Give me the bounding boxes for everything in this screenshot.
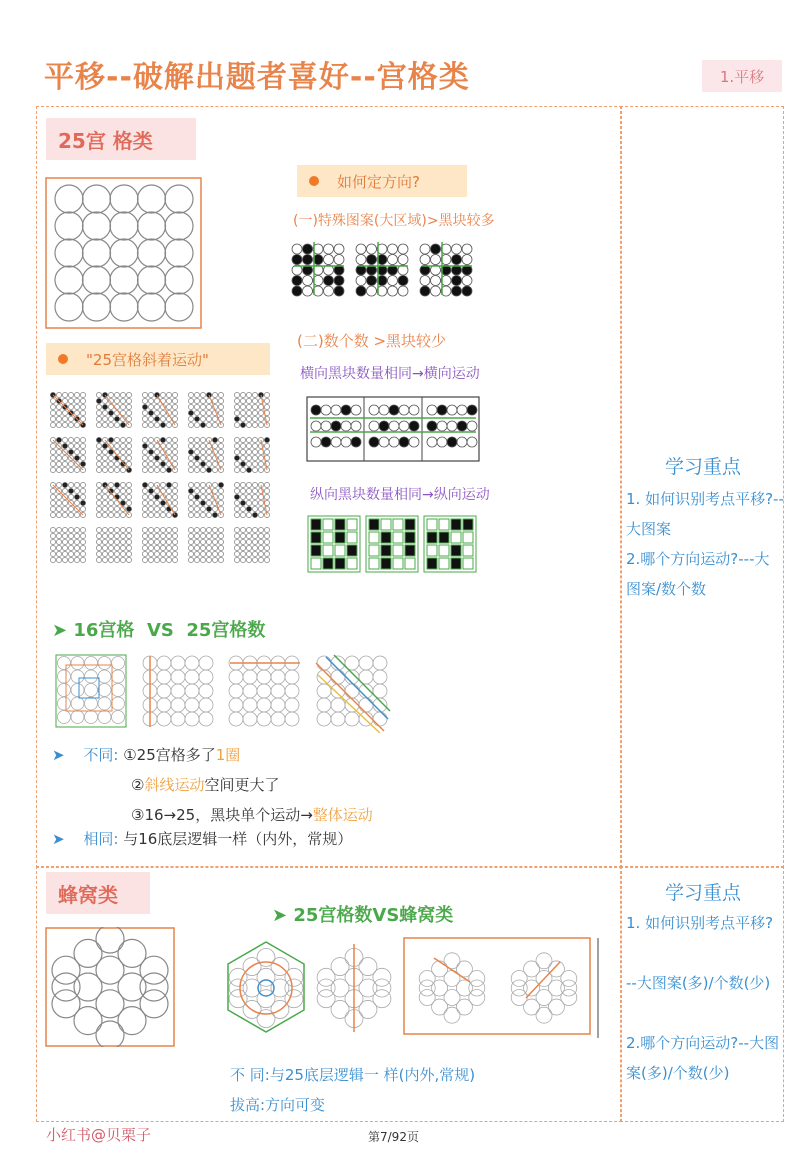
hive-comparison [226,936,602,1038]
bullet-icon [309,176,319,186]
case2-text: (二)数个数 >黑块较少 [297,332,447,350]
diff1-highlight: 1圈 [215,746,241,764]
side2-p3: 2.哪个方向运动?--大图案(多)/个数(少) [626,1034,780,1082]
side-heading-2: 学习重点 [664,882,741,904]
side1-p2: 2.哪个方向运动?---大图案/数个数 [626,550,770,598]
same-label: 相同: [83,830,119,848]
hive-raise: 拔高:方向可变 [230,1096,326,1114]
horizontal-rule-text: 横向黑块数量相同→横向运动 [300,366,480,382]
arrow-icon-2: ➤ [52,746,65,764]
diff-label: 不同: [83,746,119,764]
diff2-text: 空间更大了 [204,776,280,794]
direction-note [297,165,467,197]
direction-note-text: 如何定方向? [337,172,420,191]
comparison-grids [54,653,394,733]
hive-figure [45,927,175,1047]
diagonal-note-text: "25宫格斜着运动" [86,350,209,369]
arrow-icon-4: ➤ [272,905,294,926]
case1-label: (一)特殊图案(大区域)>黑块较多 [293,213,495,229]
diff3-text: ③16→25，黑块单个运动→ [131,806,313,824]
vertical-rule-text: 纵向黑块数量相同→纵向运动 [310,487,490,503]
grid25-figure [45,177,202,329]
page-number: 第7/92页 [368,1130,419,1144]
compare-title-hive [272,901,453,927]
diff2-num: ② [131,776,145,794]
side2-p1: 1. 如何识别考点平移? [626,914,774,932]
diagonal-note [46,343,270,375]
side-heading-1: 学习重点 [664,456,741,478]
compare-title-text: 16宫格 VS 25宫格数 [73,620,266,641]
section-heading-25: 25宫 格类 [46,118,196,160]
page-title: 平移--破解出题者喜好--宫格类 [44,60,470,95]
side2-p2: --大图案(多)/个数(少) [626,974,771,992]
compare-hive-text: 25宫格数VS蜂窝类 [293,905,454,926]
vertical-example [306,514,480,576]
arrow-icon-3: ➤ [52,830,65,848]
footer-source: 小红书@贝栗子 [46,1126,152,1144]
same-block [52,828,352,849]
same-text: 与16底层逻辑一样（内外，常规） [123,830,353,848]
diff2 [131,774,279,795]
diff-block [52,744,240,765]
diff1-text: ①25宫格多了 [123,746,216,764]
special-patterns [288,240,488,298]
section-heading-hive: 蜂窝类 [46,872,150,914]
side1-p1: 1. 如何识别考点平移?--大图案 [626,490,784,538]
horizontal-example [306,396,480,462]
arrow-icon: ➤ [52,620,74,641]
hive-diff: 不 同:与25底层逻辑一 样(内外,常规) [230,1066,476,1084]
diff3-highlight: 整体运动 [312,806,373,824]
diff3 [131,804,373,825]
case1-text [293,210,495,230]
diagonal-grids [50,392,280,572]
compare-title-16-25 [52,616,265,642]
bullet-icon-2 [58,354,68,364]
diff2-highlight: 斜线运动 [144,776,205,794]
section-tag: 1.平移 [702,60,782,92]
